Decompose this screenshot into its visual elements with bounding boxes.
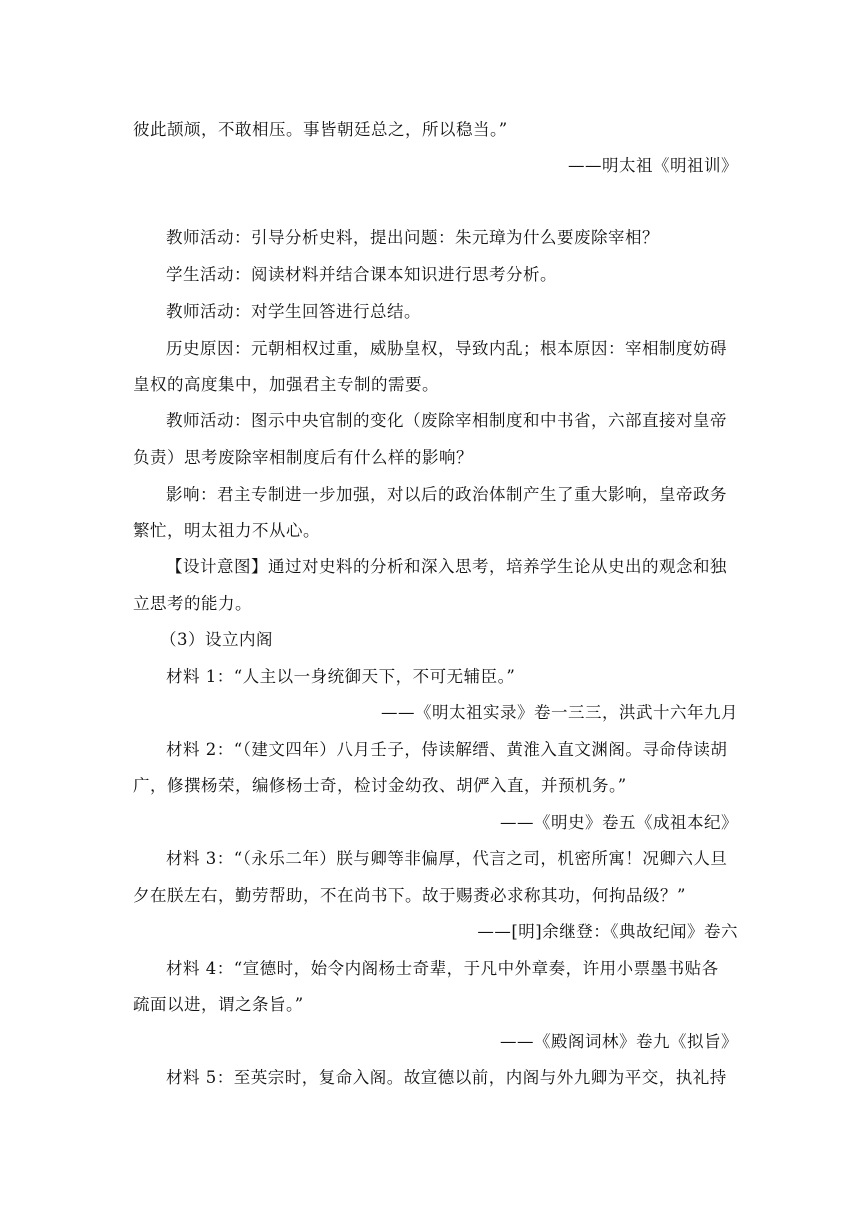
text-line: 繁忙，明太祖力不从心。 [133,521,320,540]
text-line: 历史原因：元朝相权过重，威胁皇权，导致内乱；根本原因：宰相制度妨碍 [166,339,727,358]
text-line: 皇权的高度集中，加强君主专制的需要。 [133,375,439,394]
source-citation: ——《明史》卷五《成祖本纪》 [500,813,738,832]
text-line: 教师活动：对学生回答进行总结。 [166,302,421,321]
text-line: 彼此颉颃，不敢相压。事皆朝廷总之，所以稳当。” [133,120,508,139]
section-heading: （3）设立内阁 [160,630,273,649]
source-citation: ——明太祖《明祖训》 [568,156,738,175]
text-line: 教师活动：引导分析史料，提出问题：朱元璋为什么要废除宰相？ [166,228,659,247]
text-line: 教师活动：图示中央官制的变化（废除宰相制度和中书省，六部直接对皇帝 [166,411,727,430]
material-line: 材料 1：“人主以一身统御天下，不可无辅臣。” [166,667,516,686]
text-line: 立思考的能力。 [133,594,252,613]
source-citation: ——《明太祖实录》卷一三三，洪武十六年九月 [381,703,738,722]
text-line: 负责）思考废除宰相制度后有什么样的影响？ [133,448,473,467]
source-citation: ——[明]余继登：《典故纪闻》卷六 [477,922,738,941]
material-line: 广，修撰杨荣，编修杨士奇，检讨金幼孜、胡俨入直，并预机务。” [133,776,627,795]
material-line: 疏面以进，谓之条旨。” [133,995,304,1014]
text-line: 影响：君主专制进一步加强，对以后的政治体制产生了重大影响，皇帝政务 [166,485,727,504]
design-intent-line: 【设计意图】通过对史料的分析和深入思考，培养学生论从史出的观念和独 [166,557,727,576]
material-line: 材料 5：至英宗时，复命入阁。故宣德以前，内阁与外九卿为平交，执礼持 [166,1068,727,1087]
material-line: 材料 2：“（建文四年）八月壬子，侍读解缙、黄淮入直文渊阁。寻命侍读胡 [166,740,728,759]
material-line: 夕在朕左右，勤劳帮助，不在尚书下。故于赐赉必求称其功，何拘品级？” [133,886,686,905]
text-line: 学生活动：阅读材料并结合课本知识进行思考分析。 [166,265,557,284]
material-line: 材料 4：“宣德时，始令内阁杨士奇辈，于凡中外章奏，许用小票墨书贴各 [166,959,719,978]
material-line: 材料 3：“（永乐二年）朕与卿等非偏厚，代言之司，机密所寓！况卿六人旦 [166,849,728,868]
source-citation: ——《殿阁词林》卷九《拟旨》 [500,1032,738,1051]
